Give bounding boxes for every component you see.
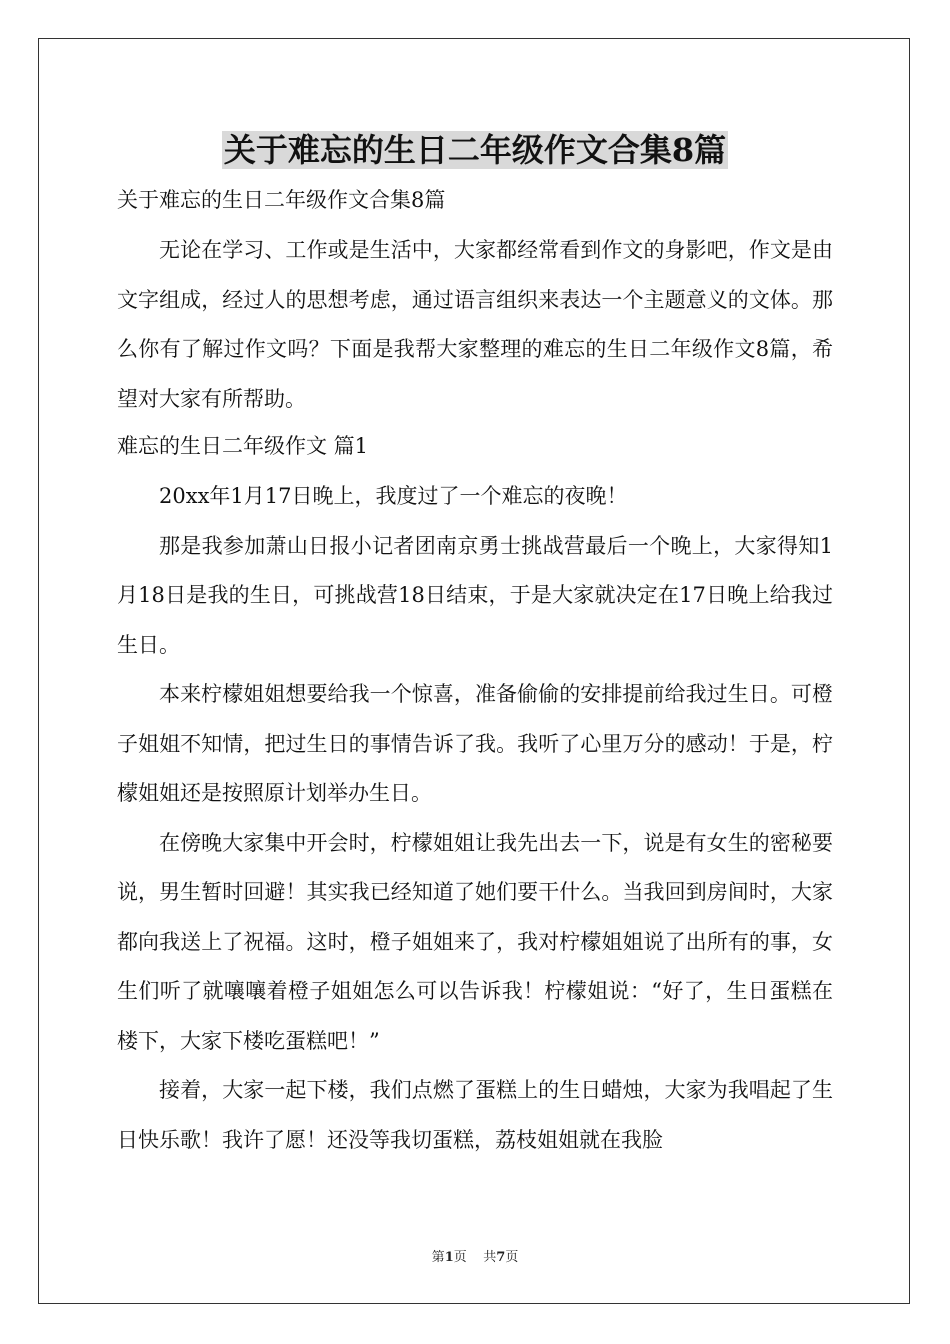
body-paragraph: 接着，大家一起下楼，我们点燃了蛋糕上的生日蜡烛，大家为我唱起了生日快乐歌！我许了愿！还没等我切蛋糕，荔枝姐姐就在我脸 <box>117 1078 833 1152</box>
page-total: 7 <box>496 1250 506 1265</box>
document-title-text: 关于难忘的生日二年级作文合集8篇 <box>223 131 727 169</box>
intro-paragraph: 无论在学习、工作或是生活中，大家都经常看到作文的身影吧，作文是由文字组成，经过人的思想考虑，通过语言组织来表达一个主题意义的文体。那么你有了解过作文吗？下面是我帮大家整理的难忘的生日二年级作文8篇，希望对大家有所帮助。 <box>117 238 833 411</box>
page-suffix: 页 <box>505 1250 519 1265</box>
document-subtitle: 关于难忘的生日二年级作文合集8篇 <box>117 188 446 212</box>
document-title <box>0 128 950 172</box>
page-mid: 页 共 <box>453 1250 497 1265</box>
body-paragraph: 本来柠檬姐姐想要给我一个惊喜，准备偷偷的安排提前给我过生日。可橙子姐姐不知情，把过生日的事情告诉了我。我听了心里万分的感动！于是，柠檬姐姐还是按照原计划举办生日。 <box>117 682 833 805</box>
page-current: 1 <box>444 1250 454 1265</box>
page-footer <box>0 1246 950 1265</box>
page-prefix: 第 <box>431 1250 445 1265</box>
document-body <box>117 180 833 1165</box>
body-paragraph: 20xx年1月17日晚上，我度过了一个难忘的夜晚！ <box>159 484 628 508</box>
section-heading: 难忘的生日二年级作文 篇1 <box>117 434 369 458</box>
body-paragraph: 那是我参加萧山日报小记者团南京勇士挑战营最后一个晚上，大家得知1月18日是我的生日，可挑战营18日结束，于是大家就决定在17日晚上给我过生日。 <box>117 533 833 657</box>
body-paragraph: 在傍晚大家集中开会时，柠檬姐姐让我先出去一下，说是有女生的密秘要说，男生暂时回避！其实我已经知道了她们要干什么。当我回到房间时，大家都向我送上了祝福。这时，橙子姐姐来了，我对柠檬姐姐说了出所有的事，女生们听了就嚷嚷着橙子姐姐怎么可以告诉我！柠檬姐说：“好了，生日蛋糕在楼下，大家下楼吃蛋糕吧！” <box>117 830 833 1053</box>
